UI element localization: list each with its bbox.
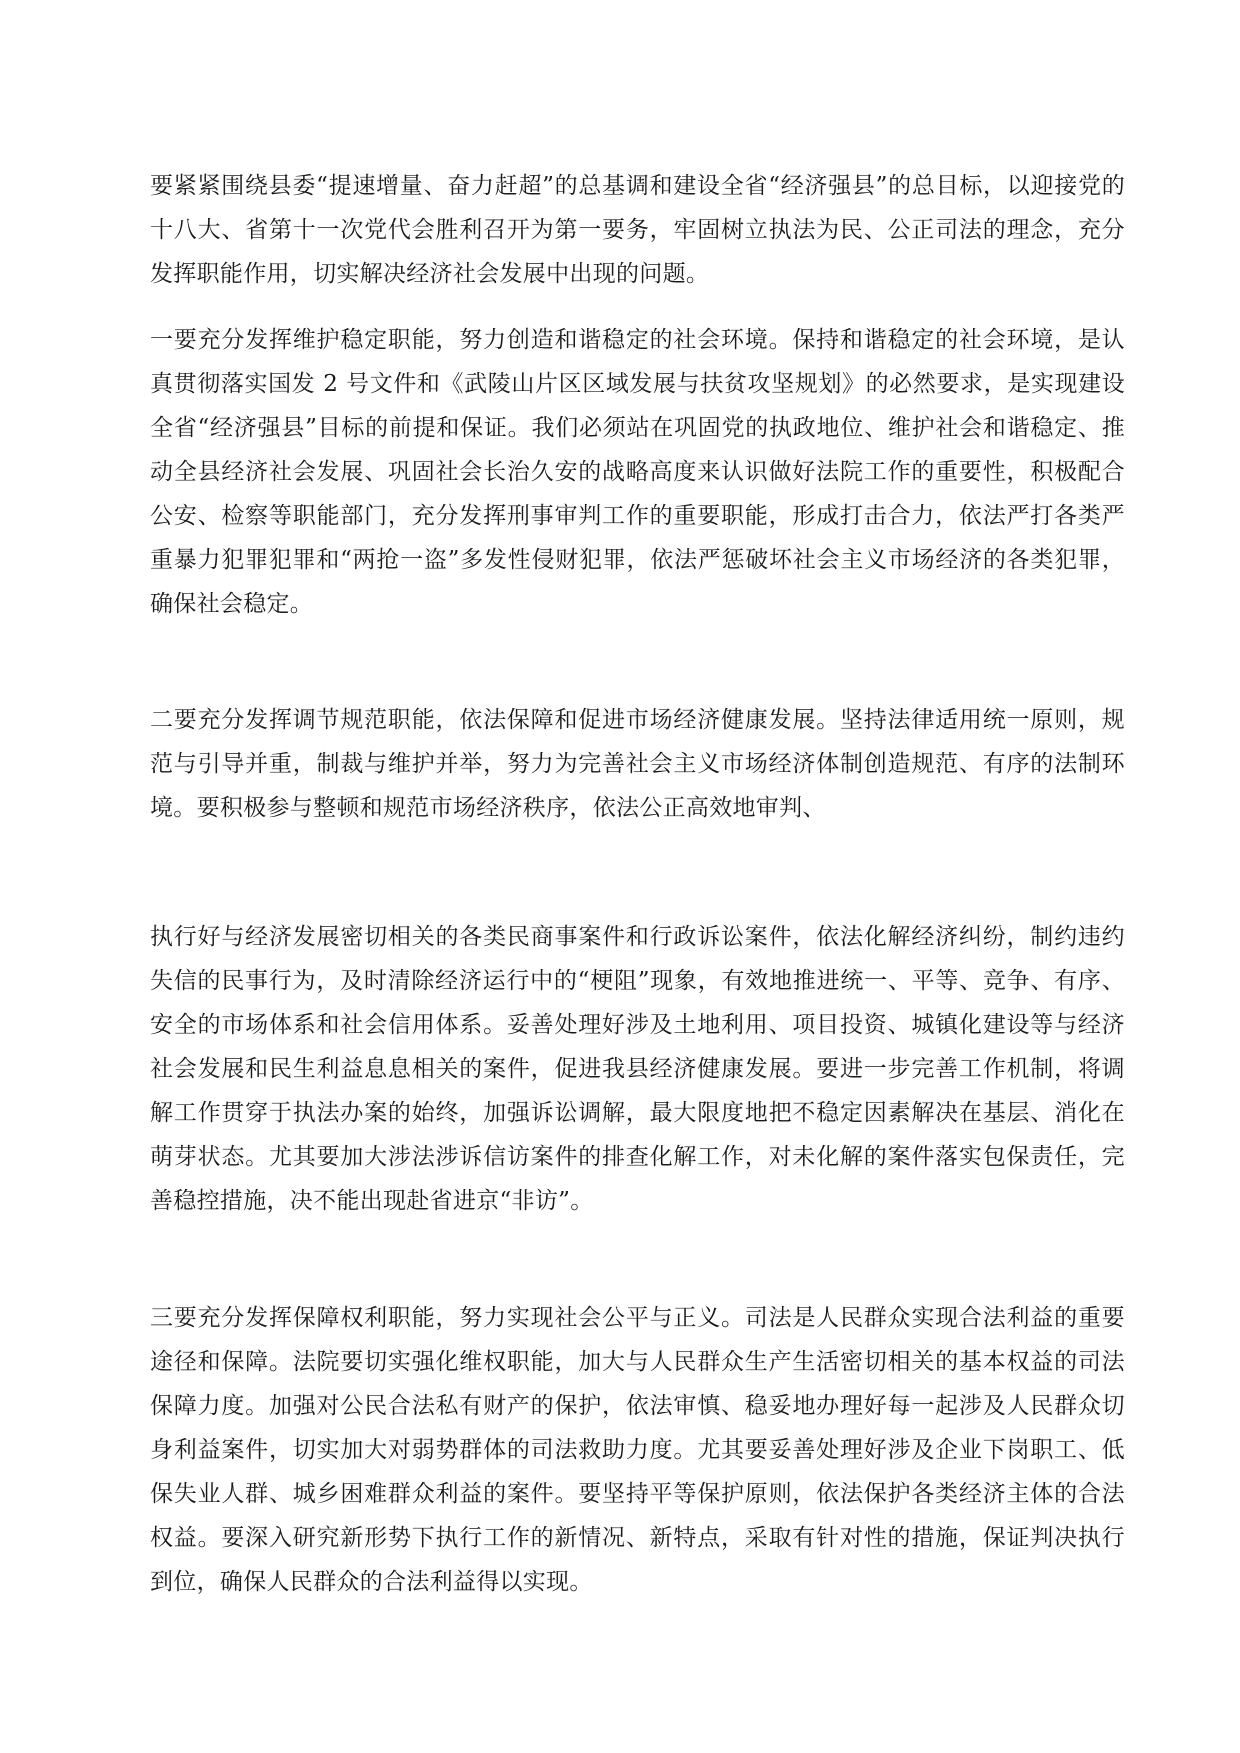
paragraph-intro: 要紧紧围绕县委“提速增量、奋力赶超”的总基调和建设全省“经济强县”的总目标，以迎接党的十八大、省第十一次党代会胜利召开为第一要务，牢固树立执法为民、公正司法的理念，充分发挥职能作用，切实解决经济社会发展中出现的问题。 [150, 173, 1125, 287]
paragraph-stability: 一要充分发挥维护稳定职能，努力创造和谐稳定的社会环境。保持和谐稳定的社会环境，是认真贯彻落实国发 2 号文件和《武陵山片区区域发展与扶贫攻坚规划》的必然要求，是实现建设全省“经济强县”目标的前提和保证。我们必须站在巩固党的执政地位、维护社会和谐稳定、推动全县经济社会发展、巩固社会长治久安的战略高度来认识做好法院工作的重要性，积极配合公安、检察等职能部门，充分发挥刑事审判工作的重要职能，形成打击合力，依法严打各类严重暴力犯罪犯罪和“两抢一盗”多发性侵财犯罪，依法严惩破坏社会主义市场经济的各类犯罪，确保社会稳定。 [150, 327, 1125, 617]
paragraph-regulation-continued: 执行好与经济发展密切相关的各类民商事案件和行政诉讼案件，依法化解经济纠纷，制约违约失信的民事行为，及时清除经济运行中的“梗阻”现象，有效地推进统一、平等、竞争、有序、安全的市场体系和社会信用体系。妥善处理好涉及土地利用、项目投资、城镇化建设等与经济社会发展和民生利益息息相关的案件，促进我县经济健康发展。要进一步完善工作机制，将调解工作贯穿于执法办案的始终，加强诉讼调解，最大限度地把不稳定因素解决在基层、消化在萌芽状态。尤其要加大涉法涉诉信访案件的排查化解工作，对未化解的案件落实包保责任，完善稳控措施，决不能出现赴省进京“非访”。 [150, 924, 1125, 1214]
paragraph-regulation: 二要充分发挥调节规范职能，依法保障和促进市场经济健康发展。坚持法律适用统一原则，规范与引导并重，制裁与维护并举，努力为完善社会主义市场经济体制创造规范、有序的法制环境。要积极参与整顿和规范市场经济秩序，依法公正高效地审判、 [150, 707, 1125, 821]
paragraph-rights: 三要充分发挥保障权利职能，努力实现社会公平与正义。司法是人民群众实现合法利益的重要途径和保障。法院要切实强化维权职能，加大与人民群众生产生活密切相关的基本权益的司法保障力度。加强对公民合法私有财产的保护，依法审慎、稳妥地办理好每一起涉及人民群众切身利益案件，切实加大对弱势群体的司法救助力度。尤其要妥善处理好涉及企业下岗职工、低保失业人群、城乡困难群众利益的案件。要坚持平等保护原则，依法保护各类经济主体的合法权益。要深入研究新形势下执行工作的新情况、新特点，采取有针对性的措施，保证判决执行到位，确保人民群众的合法利益得以实现。 [150, 1305, 1125, 1595]
